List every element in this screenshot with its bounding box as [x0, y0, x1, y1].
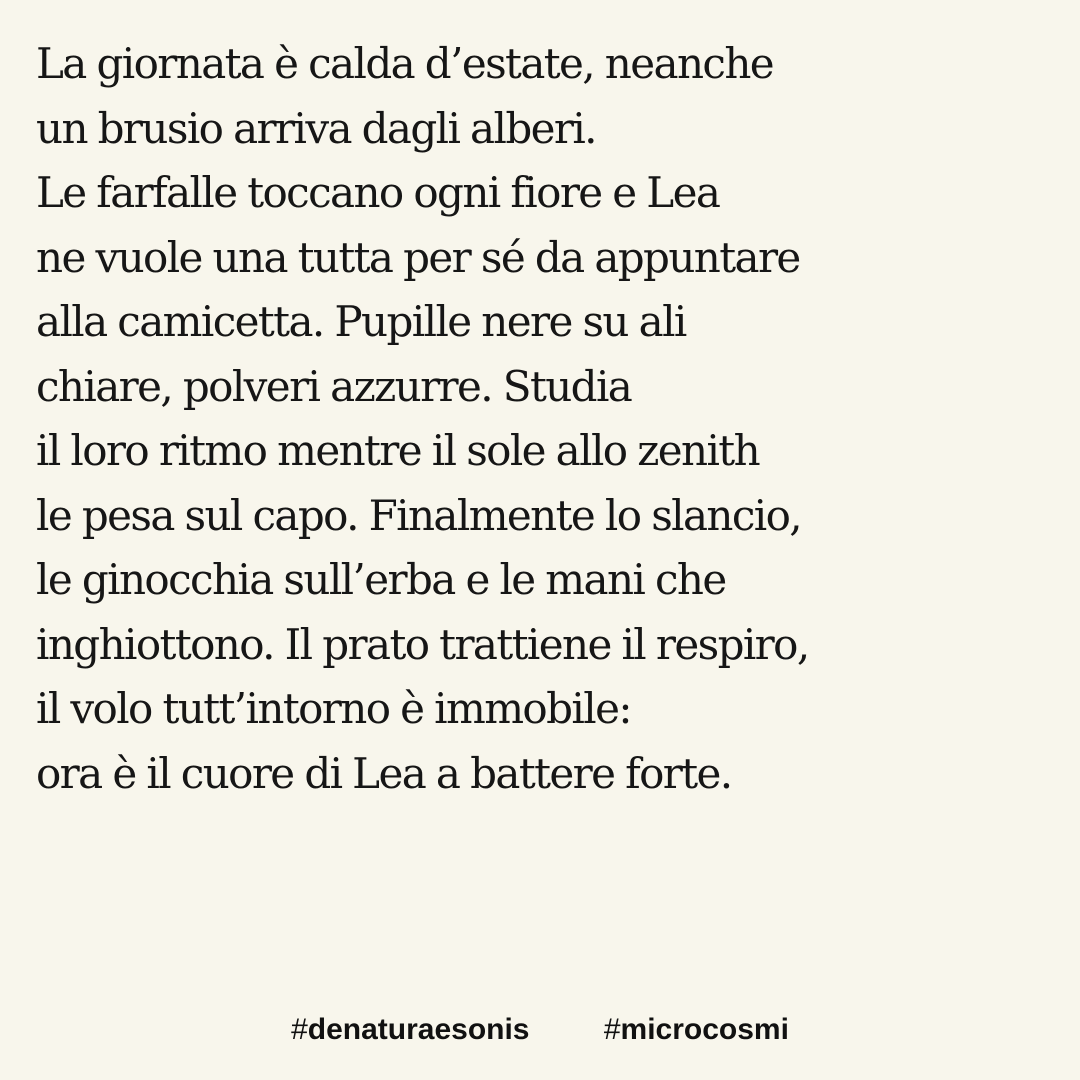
poem-line: alla camicetta. Pupille nere su ali: [36, 297, 686, 346]
hashtag-symbol: #: [291, 1013, 308, 1046]
poem-line: un brusio arriva dagli alberi.: [36, 103, 596, 153]
poem-text: [36, 32, 1046, 806]
hashtag-microcosmi[interactable]: [604, 1010, 789, 1050]
hashtag-symbol: #: [603, 1013, 621, 1046]
hashtag-row: [0, 1010, 1080, 1050]
poem-line: chiare, polveri azzurre. Studia: [36, 361, 632, 411]
poem-line: le ginocchia sull’erba e le mani che: [36, 555, 726, 604]
poem-line: il volo tutt’intorno è immobile:: [36, 684, 631, 733]
poem-line: ne vuole una tutta per sé da appuntare: [36, 232, 800, 282]
poem-line: ora è il cuore di Lea a battere forte.: [36, 748, 732, 798]
hashtag-denaturaesonis[interactable]: [291, 1010, 529, 1050]
hashtag-word: microcosmi: [620, 1013, 789, 1046]
poem-line: le pesa sul capo. Finalmente lo slancio,: [36, 490, 802, 540]
hashtag-word: denaturaesonis: [307, 1013, 530, 1046]
poem-line: La giornata è calda d’estate, neanche: [36, 39, 774, 88]
poem-line: il loro ritmo mentre il sole allo zenith: [36, 426, 760, 475]
poem-line: Le farfalle toccano ogni fiore e Lea: [36, 168, 720, 217]
poem-line: inghiottono. Il prato trattiene il respiro,: [36, 619, 809, 669]
